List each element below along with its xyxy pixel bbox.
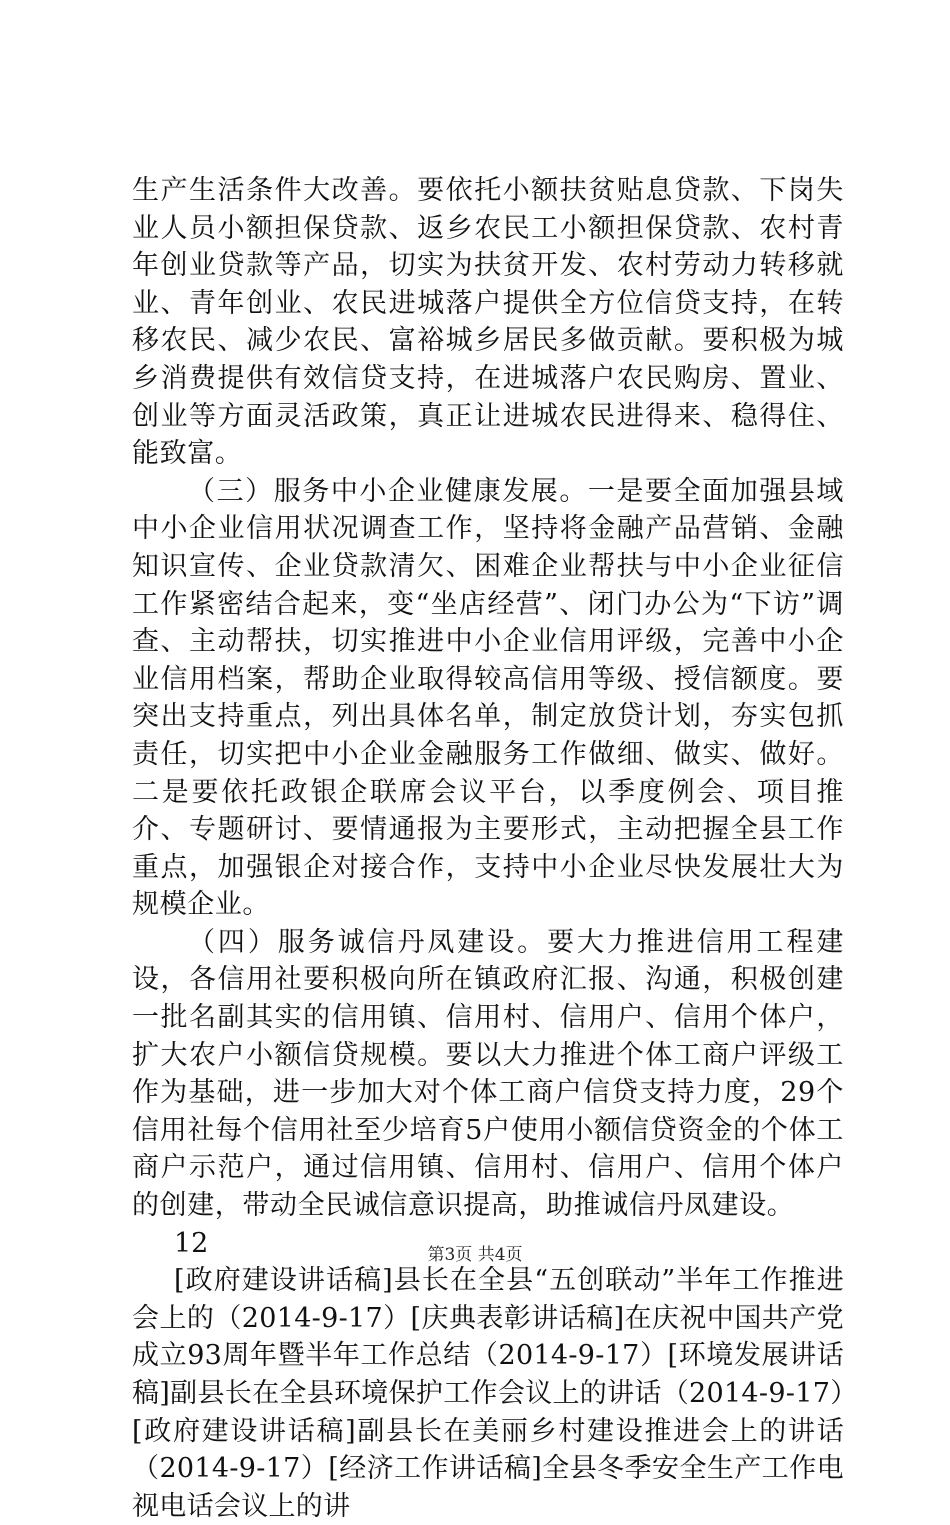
page-footer: 第3页 共4页 (427, 1245, 523, 1265)
paragraph-section-four: （四）服务诚信丹凤建设。要大力推进信用工程建设，各信用社要积极向所在镇政府汇报、沟通，积极创建一批名副其实的信用镇、信用村、信用户、信用个体户，扩大农户小额信贷规模。要以大力推进个体工商户评级工作为基础，进一步加大对个体工商户信贷支持力度，29个信用社每个信用社至少培育5户使用小额信贷资金的个体工商户示范户，通过信用镇、信用村、信用户、信用个体户的创建，带动全民诚信意识提高，助推诚信丹凤建设。 (132, 926, 844, 1222)
related-articles-list: [政府建设讲话稿]县长在全县“五创联动”半年工作推进会上的（2014-9-17）[庆典表彰讲话稿]在庆祝中国共产党成立93周年暨半年工作总结（2014-9-17）[环境发展讲话稿]副县长在全县环境保护工作会议上的讲话（2014-9-17）[政府建设讲话稿]副县长在美丽乡村建设推进会上的讲话（2014-9-17）[经济工作讲话稿]全县冬季安全生产工作电视电话会议上的讲 (132, 1265, 844, 1522)
paragraph-section-three: （三）服务中小企业健康发展。一是要全面加强县域中小企业信用状况调查工作，坚持将金融产品营销、金融知识宣传、企业贷款清欠、困难企业帮扶与中小企业征信工作紧密结合起来，变“坐店经营”、闭门办公为“下访”调查、主动帮扶，切实推进中小企业信用评级，完善中小企业信用档案，帮助企业取得较高信用等级、授信额度。要突出支持重点，列出具体名单，制定放贷计划，夯实包抓责任，切实把中小企业金融服务工作做细、做实、做好。二是要依托政银企联席会议平台，以季度例会、项目推介、专题研讨、要情通报为主要形式，主动把握全县工作重点，加强银企对接合作，支持中小企业尽快发展壮大为规模企业。 (132, 475, 844, 921)
document-body (132, 172, 844, 1525)
paragraph-continuation: 生产生活条件大改善。要依托小额扶贫贴息贷款、下岗失业人员小额担保贷款、返乡农民工小额担保贷款、农村青年创业贷款等产品，切实为扶贫开发、农村劳动力转移就业、青年创业、农民进城落户提供全方位信贷支持，在转移农民、减少农民、富裕城乡居民多做贡献。要积极为城乡消费提供有效信贷支持，在进城落户农民购房、置业、创业等方面灵活政策，真正让进城农民进得来、稳得住、能致富。 (132, 175, 844, 470)
inline-page-marker: 12 (174, 1227, 209, 1259)
